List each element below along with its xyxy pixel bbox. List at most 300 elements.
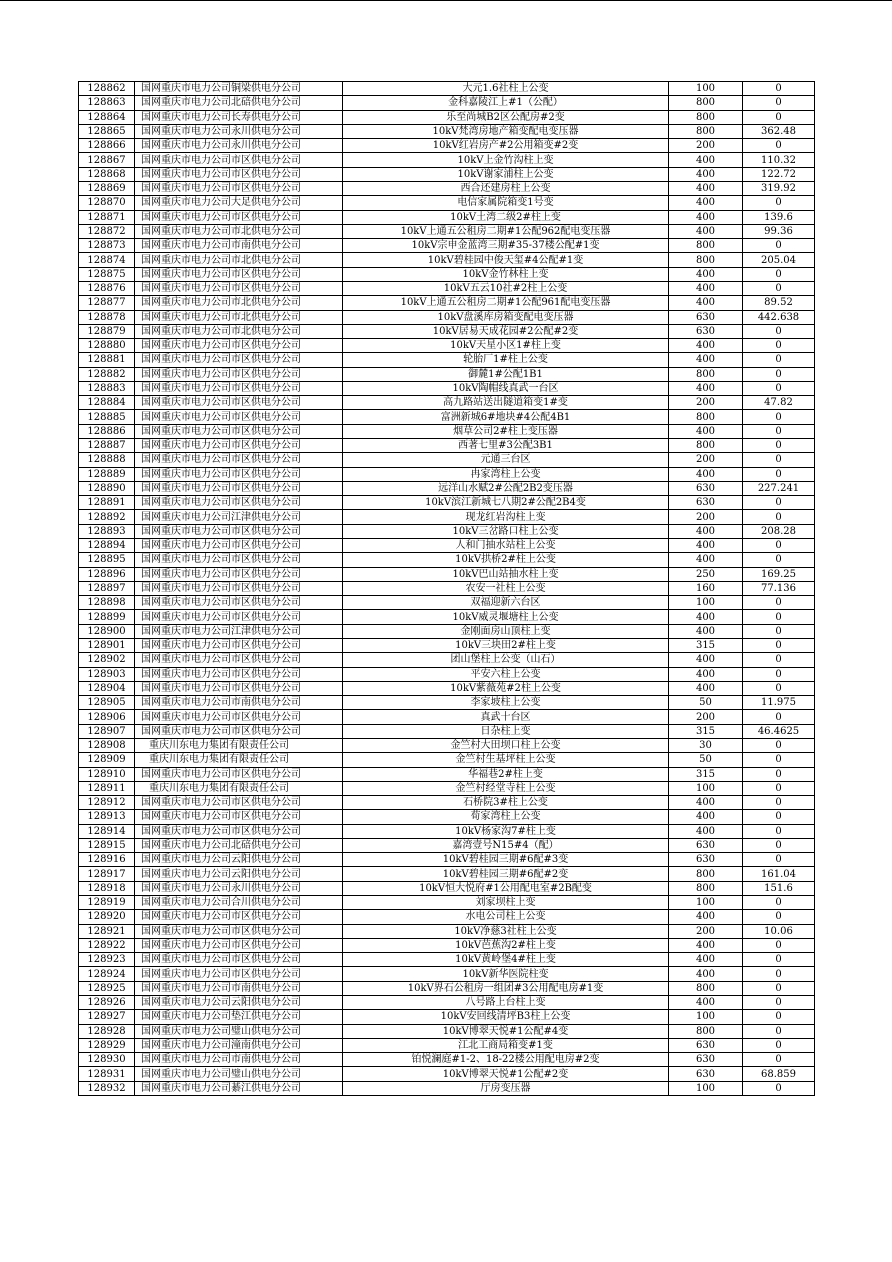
capacity-cell: 400: [669, 267, 743, 281]
station-name-cell: 日杂柱上变: [343, 724, 669, 738]
table-row: [79, 224, 815, 238]
table-row: [79, 139, 815, 153]
station-name-cell: 轮胎厂1#柱上公变: [343, 353, 669, 367]
row-id-cell: 128915: [79, 838, 135, 852]
row-id-cell: 128870: [79, 196, 135, 210]
row-id-cell: 128925: [79, 981, 135, 995]
capacity-cell: 800: [669, 96, 743, 110]
row-id-cell: 128872: [79, 224, 135, 238]
row-id-cell: 128878: [79, 310, 135, 324]
transformer-table: [78, 81, 815, 1096]
table-row: [79, 453, 815, 467]
station-name-cell: 现龙红岩沟柱上变: [343, 510, 669, 524]
capacity-cell: 100: [669, 82, 743, 96]
station-name-cell: 10kV安回线清坪B3柱上公变: [343, 1010, 669, 1024]
value-cell: 0: [743, 896, 815, 910]
company-cell: 国网重庆市电力公司市区供电分公司: [135, 824, 343, 838]
value-cell: 0: [743, 539, 815, 553]
value-cell: 0: [743, 510, 815, 524]
value-cell: 0: [743, 681, 815, 695]
value-cell: 0: [743, 753, 815, 767]
table-row: [79, 710, 815, 724]
table-row: [79, 1053, 815, 1067]
row-id-cell: 128867: [79, 153, 135, 167]
row-id-cell: 128877: [79, 296, 135, 310]
company-cell: 国网重庆市电力公司潼南供电分公司: [135, 1038, 343, 1052]
value-cell: 161.04: [743, 867, 815, 881]
value-cell: 0: [743, 553, 815, 567]
value-cell: 0: [743, 339, 815, 353]
company-cell: 国网重庆市电力公司云阳供电分公司: [135, 867, 343, 881]
row-id-cell: 128931: [79, 1067, 135, 1081]
table-row: [79, 496, 815, 510]
station-name-cell: 10kV谢家浦柱上公变: [343, 167, 669, 181]
table-row: [79, 824, 815, 838]
table-row: [79, 510, 815, 524]
station-name-cell: 厅房变压器: [343, 1081, 669, 1095]
capacity-cell: 50: [669, 753, 743, 767]
table-row: [79, 781, 815, 795]
row-id-cell: 128881: [79, 353, 135, 367]
capacity-cell: 400: [669, 667, 743, 681]
value-cell: 0: [743, 853, 815, 867]
capacity-cell: 200: [669, 510, 743, 524]
value-cell: 0: [743, 710, 815, 724]
value-cell: 0: [743, 96, 815, 110]
station-name-cell: 10kV黄岭堡4#柱上变: [343, 953, 669, 967]
capacity-cell: 800: [669, 981, 743, 995]
company-cell: 国网重庆市电力公司永川供电分公司: [135, 139, 343, 153]
value-cell: 0: [743, 410, 815, 424]
row-id-cell: 128865: [79, 124, 135, 138]
company-cell: 国网重庆市电力公司市北供电分公司: [135, 296, 343, 310]
table-row: [79, 367, 815, 381]
station-name-cell: 团山堡柱上公变（山石）: [343, 653, 669, 667]
table-row: [79, 96, 815, 110]
company-cell: 国网重庆市电力公司市区供电分公司: [135, 267, 343, 281]
capacity-cell: 800: [669, 410, 743, 424]
value-cell: 0: [743, 653, 815, 667]
row-id-cell: 128908: [79, 738, 135, 752]
company-cell: 国网重庆市电力公司市区供电分公司: [135, 553, 343, 567]
company-cell: 国网重庆市电力公司市区供电分公司: [135, 767, 343, 781]
station-name-cell: 金刚面房山顶柱上变: [343, 624, 669, 638]
station-name-cell: 平安六柱上公变: [343, 667, 669, 681]
value-cell: 0: [743, 738, 815, 752]
capacity-cell: 200: [669, 924, 743, 938]
company-cell: 国网重庆市电力公司市区供电分公司: [135, 924, 343, 938]
capacity-cell: 800: [669, 367, 743, 381]
capacity-cell: 630: [669, 481, 743, 495]
table-row: [79, 753, 815, 767]
row-id-cell: 128903: [79, 667, 135, 681]
table-row: [79, 153, 815, 167]
value-cell: 10.06: [743, 924, 815, 938]
table-row: [79, 938, 815, 952]
row-id-cell: 128899: [79, 610, 135, 624]
company-cell: 国网重庆市电力公司市区供电分公司: [135, 281, 343, 295]
table-row: [79, 281, 815, 295]
value-cell: 0: [743, 767, 815, 781]
table-row: [79, 1067, 815, 1081]
value-cell: 0: [743, 610, 815, 624]
value-cell: 110.32: [743, 153, 815, 167]
row-id-cell: 128930: [79, 1053, 135, 1067]
company-cell: 国网重庆市电力公司市区供电分公司: [135, 439, 343, 453]
row-id-cell: 128932: [79, 1081, 135, 1095]
table-row: [79, 653, 815, 667]
row-id-cell: 128890: [79, 481, 135, 495]
table-row: [79, 696, 815, 710]
table-row: [79, 481, 815, 495]
value-cell: 319.92: [743, 181, 815, 195]
capacity-cell: 630: [669, 1038, 743, 1052]
value-cell: 0: [743, 424, 815, 438]
value-cell: 0: [743, 324, 815, 338]
company-cell: 国网重庆市电力公司璧山供电分公司: [135, 1024, 343, 1038]
capacity-cell: 400: [669, 281, 743, 295]
table-row: [79, 196, 815, 210]
company-cell: 国网重庆市电力公司北碚供电分公司: [135, 838, 343, 852]
capacity-cell: 400: [669, 938, 743, 952]
capacity-cell: 400: [669, 681, 743, 695]
table-row: [79, 396, 815, 410]
company-cell: 国网重庆市电力公司江津供电分公司: [135, 510, 343, 524]
capacity-cell: 400: [669, 524, 743, 538]
company-cell: 国网重庆市电力公司市区供电分公司: [135, 453, 343, 467]
company-cell: 国网重庆市电力公司垫江供电分公司: [135, 1010, 343, 1024]
company-cell: 国网重庆市电力公司长寿供电分公司: [135, 110, 343, 124]
capacity-cell: 400: [669, 824, 743, 838]
value-cell: 205.04: [743, 253, 815, 267]
row-id-cell: 128913: [79, 810, 135, 824]
capacity-cell: 800: [669, 110, 743, 124]
company-cell: 重庆川东电力集团有限责任公司: [135, 738, 343, 752]
station-name-cell: 御麓1#公配1B1: [343, 367, 669, 381]
table-row: [79, 1081, 815, 1095]
value-cell: 0: [743, 82, 815, 96]
company-cell: 国网重庆市电力公司铜梁供电分公司: [135, 82, 343, 96]
value-cell: 0: [743, 453, 815, 467]
station-name-cell: 10kV梵湾房地产箱变配电变压器: [343, 124, 669, 138]
capacity-cell: 400: [669, 953, 743, 967]
station-name-cell: 富洲新城6#地块#4公配4B1: [343, 410, 669, 424]
row-id-cell: 128905: [79, 696, 135, 710]
capacity-cell: 400: [669, 167, 743, 181]
table-row: [79, 924, 815, 938]
row-id-cell: 128884: [79, 396, 135, 410]
station-name-cell: 人和门抽水站柱上公变: [343, 539, 669, 553]
table-row: [79, 239, 815, 253]
station-name-cell: 10kV芭蕉沟2#柱上变: [343, 938, 669, 952]
row-id-cell: 128876: [79, 281, 135, 295]
table-row: [79, 524, 815, 538]
company-cell: 国网重庆市电力公司市区供电分公司: [135, 167, 343, 181]
table-row: [79, 324, 815, 338]
company-cell: 国网重庆市电力公司市区供电分公司: [135, 153, 343, 167]
value-cell: 169.25: [743, 567, 815, 581]
station-name-cell: 10kV恒大悦府#1公用配电室#2B配变: [343, 881, 669, 895]
table-row: [79, 381, 815, 395]
capacity-cell: 800: [669, 1024, 743, 1038]
company-cell: 国网重庆市电力公司市北供电分公司: [135, 324, 343, 338]
value-cell: 0: [743, 467, 815, 481]
company-cell: 国网重庆市电力公司市区供电分公司: [135, 610, 343, 624]
company-cell: 国网重庆市电力公司市区供电分公司: [135, 410, 343, 424]
capacity-cell: 400: [669, 153, 743, 167]
row-id-cell: 128873: [79, 239, 135, 253]
capacity-cell: 630: [669, 838, 743, 852]
row-id-cell: 128866: [79, 139, 135, 153]
company-cell: 国网重庆市电力公司市区供电分公司: [135, 481, 343, 495]
station-name-cell: 电信家属院箱变1号变: [343, 196, 669, 210]
row-id-cell: 128887: [79, 439, 135, 453]
station-name-cell: 李家坡柱上公变: [343, 696, 669, 710]
company-cell: 国网重庆市电力公司市区供电分公司: [135, 396, 343, 410]
value-cell: 0: [743, 110, 815, 124]
capacity-cell: 400: [669, 467, 743, 481]
value-cell: 0: [743, 1010, 815, 1024]
station-name-cell: 10kV宗申金蓝湾三期#35-37楼公配#1变: [343, 239, 669, 253]
station-name-cell: 10kV碧桂园三期#6配#3变: [343, 853, 669, 867]
value-cell: 0: [743, 910, 815, 924]
row-id-cell: 128907: [79, 724, 135, 738]
station-name-cell: 大元1.6社柱上公变: [343, 82, 669, 96]
table-row: [79, 267, 815, 281]
value-cell: 77.136: [743, 581, 815, 595]
value-cell: 0: [743, 1081, 815, 1095]
row-id-cell: 128892: [79, 510, 135, 524]
station-name-cell: 10kV红岩房产#2公用箱变#2变: [343, 139, 669, 153]
capacity-cell: 800: [669, 124, 743, 138]
value-cell: 0: [743, 596, 815, 610]
station-name-cell: 嘉湾壹号N15#4（配）: [343, 838, 669, 852]
capacity-cell: 630: [669, 853, 743, 867]
row-id-cell: 128874: [79, 253, 135, 267]
table-row: [79, 796, 815, 810]
row-id-cell: 128895: [79, 553, 135, 567]
capacity-cell: 400: [669, 610, 743, 624]
value-cell: 442.638: [743, 310, 815, 324]
station-name-cell: 农安一社柱上公变: [343, 581, 669, 595]
table-row: [79, 667, 815, 681]
row-id-cell: 128916: [79, 853, 135, 867]
capacity-cell: 630: [669, 324, 743, 338]
table-row: [79, 167, 815, 181]
row-id-cell: 128919: [79, 896, 135, 910]
capacity-cell: 400: [669, 424, 743, 438]
capacity-cell: 400: [669, 181, 743, 195]
value-cell: 99.36: [743, 224, 815, 238]
row-id-cell: 128912: [79, 796, 135, 810]
value-cell: 0: [743, 981, 815, 995]
table-row: [79, 1038, 815, 1052]
row-id-cell: 128929: [79, 1038, 135, 1052]
capacity-cell: 400: [669, 996, 743, 1010]
station-name-cell: 10kV上通五公租房二期#1公配961配电变压器: [343, 296, 669, 310]
value-cell: 0: [743, 624, 815, 638]
station-name-cell: 金竺村大田坝口柱上公变: [343, 738, 669, 752]
table-row: [79, 567, 815, 581]
company-cell: 国网重庆市电力公司市南供电分公司: [135, 696, 343, 710]
company-cell: 国网重庆市电力公司市区供电分公司: [135, 524, 343, 538]
capacity-cell: 800: [669, 867, 743, 881]
row-id-cell: 128914: [79, 824, 135, 838]
table-row: [79, 296, 815, 310]
row-id-cell: 128904: [79, 681, 135, 695]
station-name-cell: 10kV拱桥2#柱上公变: [343, 553, 669, 567]
station-name-cell: 江北工商局箱变#1变: [343, 1038, 669, 1052]
row-id-cell: 128894: [79, 539, 135, 553]
station-name-cell: 10kV威灵堰塘柱上公变: [343, 610, 669, 624]
station-name-cell: 10kV新华医院柱变: [343, 967, 669, 981]
row-id-cell: 128885: [79, 410, 135, 424]
value-cell: 0: [743, 1038, 815, 1052]
capacity-cell: 400: [669, 810, 743, 824]
company-cell: 重庆川东电力集团有限责任公司: [135, 781, 343, 795]
capacity-cell: 30: [669, 738, 743, 752]
table-row: [79, 253, 815, 267]
table-row: [79, 124, 815, 138]
row-id-cell: 128924: [79, 967, 135, 981]
capacity-cell: 630: [669, 1053, 743, 1067]
company-cell: 国网重庆市电力公司江津供电分公司: [135, 624, 343, 638]
value-cell: 0: [743, 796, 815, 810]
value-cell: 122.72: [743, 167, 815, 181]
company-cell: 国网重庆市电力公司云阳供电分公司: [135, 853, 343, 867]
capacity-cell: 800: [669, 881, 743, 895]
station-name-cell: 10kV碧桂园三期#6配#2变: [343, 867, 669, 881]
value-cell: 0: [743, 139, 815, 153]
row-id-cell: 128875: [79, 267, 135, 281]
capacity-cell: 400: [669, 210, 743, 224]
row-id-cell: 128922: [79, 938, 135, 952]
value-cell: 47.82: [743, 396, 815, 410]
row-id-cell: 128888: [79, 453, 135, 467]
value-cell: 89.52: [743, 296, 815, 310]
company-cell: 国网重庆市电力公司市区供电分公司: [135, 710, 343, 724]
station-name-cell: 10kV三块田2#柱上变: [343, 638, 669, 652]
row-id-cell: 128902: [79, 653, 135, 667]
row-id-cell: 128928: [79, 1024, 135, 1038]
capacity-cell: 100: [669, 896, 743, 910]
company-cell: 国网重庆市电力公司市区供电分公司: [135, 567, 343, 581]
station-name-cell: 金竺村生基坪柱上公变: [343, 753, 669, 767]
table-row: [79, 596, 815, 610]
table-row: [79, 910, 815, 924]
station-name-cell: 金科嘉陵江上#1（公配）: [343, 96, 669, 110]
value-cell: 46.4625: [743, 724, 815, 738]
value-cell: 68.859: [743, 1067, 815, 1081]
table-row: [79, 210, 815, 224]
row-id-cell: 128891: [79, 496, 135, 510]
company-cell: 国网重庆市电力公司璧山供电分公司: [135, 1067, 343, 1081]
table-row: [79, 981, 815, 995]
table-row: [79, 110, 815, 124]
company-cell: 国网重庆市电力公司綦江供电分公司: [135, 1081, 343, 1095]
station-name-cell: 真武十台区: [343, 710, 669, 724]
station-name-cell: 西合还建房柱上公变: [343, 181, 669, 195]
row-id-cell: 128863: [79, 96, 135, 110]
row-id-cell: 128906: [79, 710, 135, 724]
table-row: [79, 638, 815, 652]
row-id-cell: 128910: [79, 767, 135, 781]
company-cell: 国网重庆市电力公司市区供电分公司: [135, 181, 343, 195]
table-row: [79, 724, 815, 738]
company-cell: 国网重庆市电力公司市区供电分公司: [135, 967, 343, 981]
capacity-cell: 630: [669, 310, 743, 324]
table-row: [79, 181, 815, 195]
value-cell: 0: [743, 496, 815, 510]
capacity-cell: 400: [669, 224, 743, 238]
value-cell: 0: [743, 953, 815, 967]
table-row: [79, 410, 815, 424]
capacity-cell: 100: [669, 596, 743, 610]
table-row: [79, 810, 815, 824]
value-cell: 11.975: [743, 696, 815, 710]
company-cell: 国网重庆市电力公司市南供电分公司: [135, 239, 343, 253]
value-cell: 0: [743, 267, 815, 281]
station-name-cell: 烟草公司2#柱上变压器: [343, 424, 669, 438]
capacity-cell: 400: [669, 624, 743, 638]
company-cell: 国网重庆市电力公司永川供电分公司: [135, 881, 343, 895]
row-id-cell: 128869: [79, 181, 135, 195]
value-cell: 0: [743, 938, 815, 952]
transformer-table-body: [79, 82, 815, 1096]
row-id-cell: 128918: [79, 881, 135, 895]
value-cell: 0: [743, 1053, 815, 1067]
row-id-cell: 128897: [79, 581, 135, 595]
capacity-cell: 400: [669, 553, 743, 567]
company-cell: 国网重庆市电力公司市南供电分公司: [135, 1053, 343, 1067]
capacity-cell: 315: [669, 724, 743, 738]
station-name-cell: 10kV三岔路口柱上公变: [343, 524, 669, 538]
row-id-cell: 128923: [79, 953, 135, 967]
station-name-cell: 10kV上金竹沟柱上变: [343, 153, 669, 167]
row-id-cell: 128868: [79, 167, 135, 181]
company-cell: 国网重庆市电力公司市北供电分公司: [135, 310, 343, 324]
table-row: [79, 767, 815, 781]
company-cell: 国网重庆市电力公司市北供电分公司: [135, 253, 343, 267]
table-row: [79, 967, 815, 981]
table-row: [79, 1010, 815, 1024]
capacity-cell: 100: [669, 1010, 743, 1024]
station-name-cell: 水电公司柱上公变: [343, 910, 669, 924]
station-name-cell: 西著七里#3公配3B1: [343, 439, 669, 453]
company-cell: 国网重庆市电力公司市南供电分公司: [135, 981, 343, 995]
company-cell: 国网重庆市电力公司市区供电分公司: [135, 596, 343, 610]
row-id-cell: 128920: [79, 910, 135, 924]
table-row: [79, 439, 815, 453]
company-cell: 国网重庆市电力公司大足供电分公司: [135, 196, 343, 210]
capacity-cell: 315: [669, 638, 743, 652]
table-row: [79, 610, 815, 624]
capacity-cell: 315: [669, 767, 743, 781]
company-cell: 国网重庆市电力公司市区供电分公司: [135, 724, 343, 738]
station-name-cell: 铂悦澜庭#1-2、18-22楼公用配电房#2变: [343, 1053, 669, 1067]
company-cell: 国网重庆市电力公司市区供电分公司: [135, 796, 343, 810]
capacity-cell: 800: [669, 239, 743, 253]
table-row: [79, 881, 815, 895]
row-id-cell: 128883: [79, 381, 135, 395]
capacity-cell: 50: [669, 696, 743, 710]
row-id-cell: 128862: [79, 82, 135, 96]
capacity-cell: 400: [669, 339, 743, 353]
company-cell: 国网重庆市电力公司市区供电分公司: [135, 581, 343, 595]
capacity-cell: 400: [669, 539, 743, 553]
company-cell: 国网重庆市电力公司永川供电分公司: [135, 124, 343, 138]
row-id-cell: 128901: [79, 638, 135, 652]
